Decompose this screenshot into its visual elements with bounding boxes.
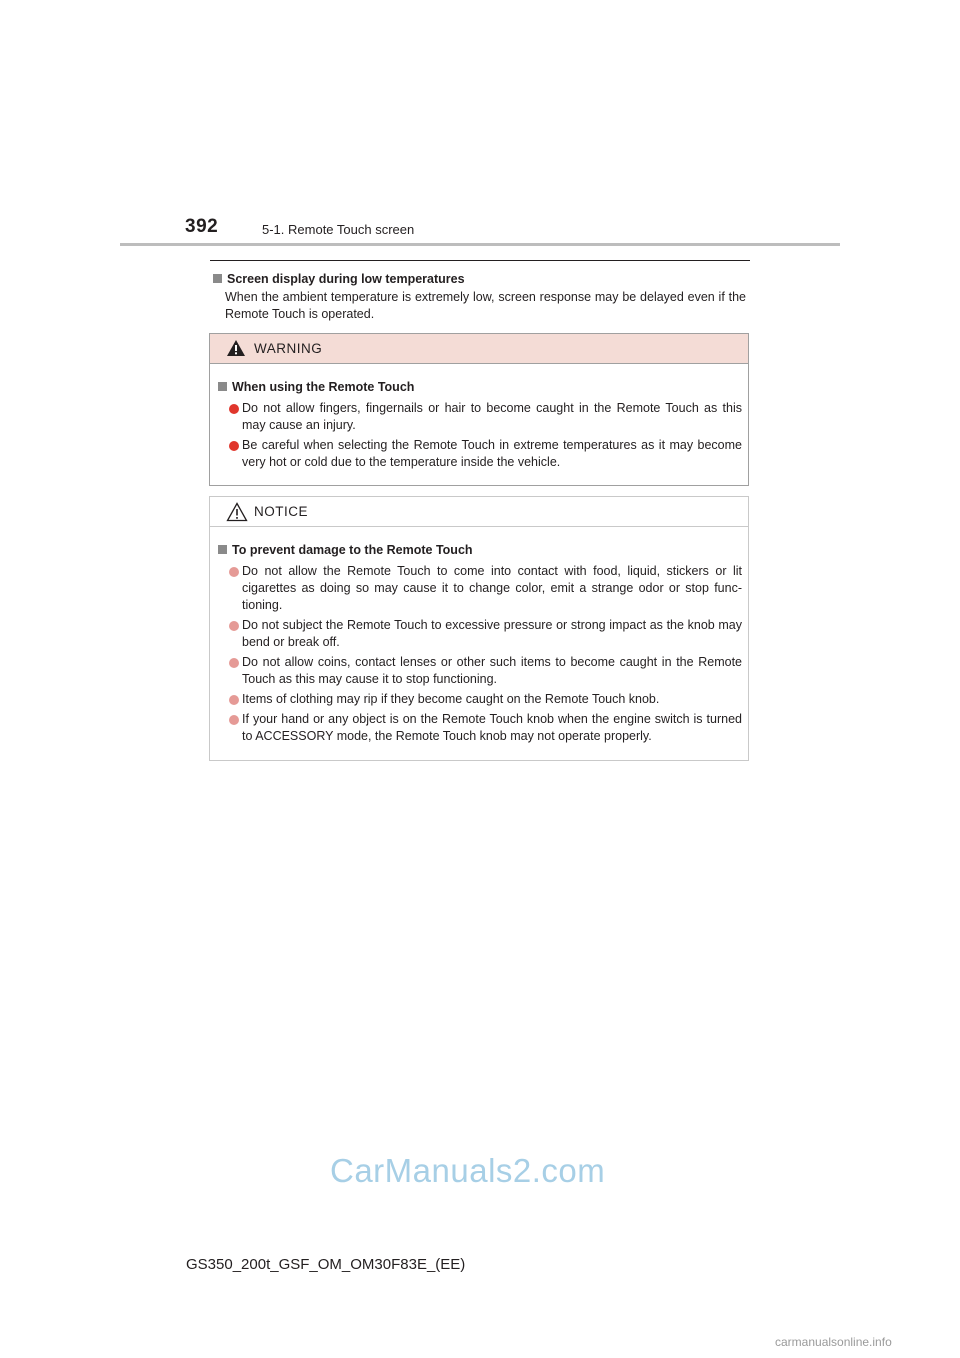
notice-label: NOTICE <box>254 504 309 519</box>
warning-label: WARNING <box>254 341 323 356</box>
low-temperature-body: When the ambient temperature is extremely low, screen response may be delayed even if the Remote Touch is operated. <box>225 290 746 321</box>
warning-body <box>210 364 748 471</box>
notice-heading-text: To prevent damage to the Remote Touch <box>232 543 473 557</box>
bullet-dot-icon <box>229 567 239 577</box>
warning-item <box>218 437 742 471</box>
low-temperature-section <box>213 270 746 323</box>
notice-item <box>218 691 742 708</box>
square-bullet-icon <box>218 382 227 391</box>
document-code: GS350_200t_GSF_OM_OM30F83E_(EE) <box>186 1256 466 1273</box>
notice-item-text: Do not allow coins, contact lenses or other such items to become caught in the Remote Touch as this may cause it to stop functioning. <box>242 655 742 686</box>
warning-item <box>218 400 742 434</box>
site-watermark: carmanualsonline.info <box>775 1335 892 1349</box>
warning-item-text: Be careful when selecting the Remote Touch in extreme temperatures as it may become very hot or cold due to the temperature inside the vehicle. <box>242 438 742 469</box>
header-divider <box>120 243 840 246</box>
notice-item <box>218 654 742 688</box>
notice-item-text: Do not subject the Remote Touch to excessive pressure or strong impact as the knob may bend or break off. <box>242 618 742 649</box>
content-top-divider <box>210 260 750 261</box>
warning-heading-text: When using the Remote Touch <box>232 380 415 394</box>
square-bullet-icon <box>218 545 227 554</box>
warning-triangle-icon <box>226 339 246 357</box>
notice-body <box>210 527 748 745</box>
bullet-dot-icon <box>229 404 239 414</box>
low-temperature-heading-text: Screen display during low temperatures <box>227 272 465 286</box>
warning-heading <box>218 378 742 396</box>
notice-item-text: If your hand or any object is on the Remote Touch knob when the engine switch is turned to ACCESSORY mode, the Remote Touch knob may not operate properly. <box>242 712 742 743</box>
low-temperature-heading <box>213 270 746 288</box>
notice-box <box>209 496 749 761</box>
bullet-dot-icon <box>229 621 239 631</box>
bullet-dot-icon <box>229 715 239 725</box>
notice-item-text: Do not allow the Remote Touch to come into contact with food, liquid, stickers or lit cigarettes as doing so may cause it to change color, emit a strange odor or stop func-tioning. <box>242 564 742 612</box>
section-title: 5-1. Remote Touch screen <box>262 222 415 237</box>
warning-item-text: Do not allow fingers, fingernails or hair to become caught in the Remote Touch as this may cause an injury. <box>242 401 742 432</box>
warning-box <box>209 333 749 486</box>
notice-heading <box>218 541 742 559</box>
bullet-dot-icon <box>229 695 239 705</box>
warning-header <box>210 334 748 364</box>
watermark: CarManuals2.com <box>330 1152 606 1189</box>
page-number: 392 <box>185 216 219 237</box>
notice-triangle-icon <box>226 502 248 522</box>
notice-item <box>218 563 742 614</box>
notice-item-text: Items of clothing may rip if they become caught on the Remote Touch knob. <box>242 692 660 706</box>
bullet-dot-icon <box>229 441 239 451</box>
notice-header <box>210 497 748 527</box>
bullet-dot-icon <box>229 658 239 668</box>
square-bullet-icon <box>213 274 222 283</box>
notice-item <box>218 711 742 745</box>
notice-item <box>218 617 742 651</box>
